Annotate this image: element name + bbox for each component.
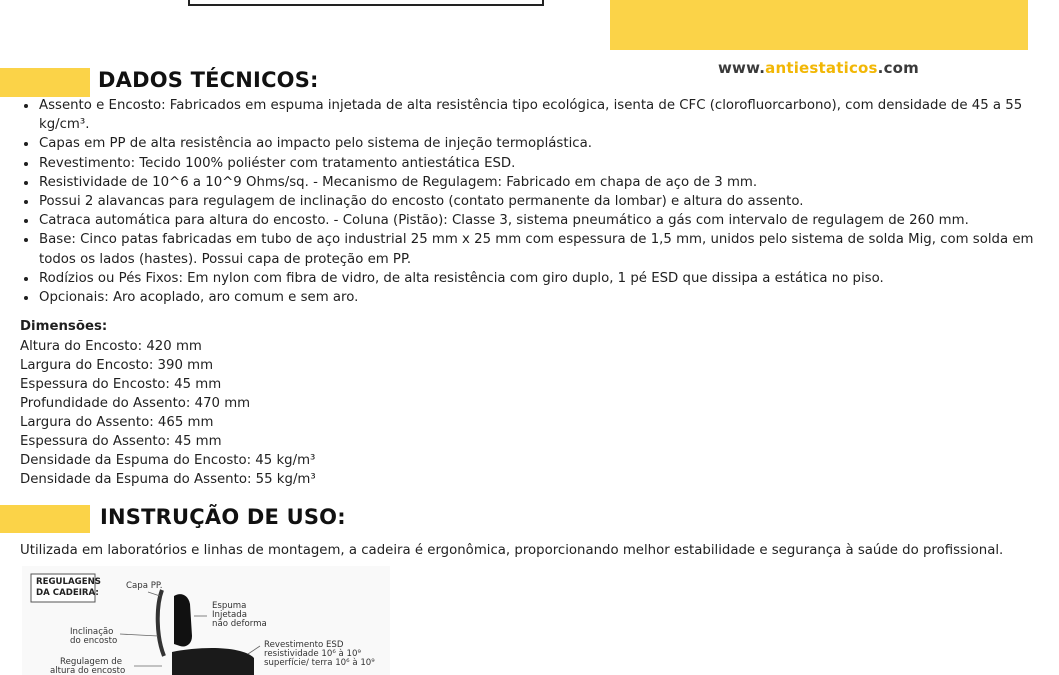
dimension-row: Largura do Assento: 465 mm	[20, 415, 214, 430]
header-frame	[188, 0, 544, 6]
usage-section-title: INSTRUÇÃO DE USO:	[100, 505, 346, 529]
website-suffix: .com	[877, 59, 919, 77]
diagram-label-capa: Capa PP.	[126, 581, 163, 591]
diagram-label-revestimento-1: Revestimento ESD	[264, 640, 344, 650]
dimension-row: Altura do Encosto: 420 mm	[20, 339, 202, 354]
diagram-label-inclinacao-1: Inclinação	[70, 627, 114, 637]
usage-section-bar	[0, 505, 90, 533]
spec-item: • Possui 2 alavancas para regulagem de inclinação do encosto (contato permanente da lombar) e altura do assento.	[38, 192, 1043, 211]
diagram-label-revestimento-3: superfície/ terra 10⁶ à 10⁹	[264, 658, 375, 668]
website-link[interactable]	[718, 59, 919, 77]
diagram-label-espuma-2: Injetada	[212, 610, 248, 620]
diagram-box-title-1: REGULAGENS	[36, 577, 101, 587]
spec-item: • Catraca automática para altura do encosto. - Coluna (Pistão): Classe 3, sistema pneumático a gás com intervalo de regulagem de 260 mm.	[38, 211, 1043, 230]
diagram-label-espuma-3: não deforma	[212, 619, 267, 629]
spec-item: • Assento e Encosto: Fabricados em espuma injetada de alta resistência tipo ecológica, isenta de CFC (clorofluorcarbono), com densidade de 45 a 55 kg/cm³.	[38, 96, 1043, 134]
header-banner	[610, 0, 1028, 50]
diagram-label-regulagem-1: Regulagem de	[60, 657, 123, 667]
dimensions-block	[20, 317, 316, 489]
diagram-box-title-2: DA CADEIRA:	[36, 588, 99, 598]
spec-item: • Revestimento: Tecido 100% poliéster com tratamento antiestática ESD.	[38, 154, 1043, 173]
spec-item: • Capas em PP de alta resistência ao impacto pelo sistema de injeção termoplástica.	[38, 134, 1043, 153]
diagram-label-regulagem-2: altura do encosto	[50, 666, 126, 675]
usage-text: Utilizada em laboratórios e linhas de montagem, a cadeira é ergonômica, proporcionando melhor estabilidade e segurança à saúde do profissional.	[20, 543, 1004, 558]
technical-section-title: DADOS TÉCNICOS:	[98, 68, 319, 92]
spec-item: • Opcionais: Aro acoplado, aro comum e sem aro.	[38, 288, 1043, 307]
diagram-label-revestimento-2: resistividade 10⁶ à 10⁹	[264, 649, 361, 659]
website-highlight: antiestaticos	[765, 59, 878, 77]
technical-section-bar	[0, 68, 90, 97]
spec-item: • Base: Cinco patas fabricadas em tubo de aço industrial 25 mm x 25 mm com espessura de 1,5 mm, unidos pelo sistema de solda Mig, com solda em todos os lados (hastes). Possui capa de proteção em PP.	[38, 230, 1043, 268]
chair-diagram	[22, 566, 390, 675]
diagram-label-inclinacao-2: do encosto	[70, 636, 118, 646]
dimension-row: Espessura do Encosto: 45 mm	[20, 377, 222, 392]
diagram-label-espuma-1: Espuma	[212, 601, 247, 611]
dimension-row: Largura do Encosto: 390 mm	[20, 358, 214, 373]
website-prefix: www.	[718, 59, 766, 77]
dimension-row: Densidade da Espuma do Encosto: 45 kg/m³	[20, 453, 316, 468]
dimension-row: Profundidade do Assento: 470 mm	[20, 396, 251, 411]
spec-item: • Resistividade de 10^6 a 10^9 Ohms/sq. - Mecanismo de Regulagem: Fabricado em chapa de aço de 3 mm.	[38, 173, 1043, 192]
dimensions-title: Dimensões:	[20, 319, 108, 334]
dimension-row: Espessura do Assento: 45 mm	[20, 434, 222, 449]
technical-spec-list	[20, 96, 1043, 307]
dimension-row: Densidade da Espuma do Assento: 55 kg/m³	[20, 472, 316, 487]
spec-item: • Rodízios ou Pés Fixos: Em nylon com fibra de vidro, de alta resistência com giro duplo, 1 pé ESD que dissipa a estática no piso.	[38, 269, 1043, 288]
